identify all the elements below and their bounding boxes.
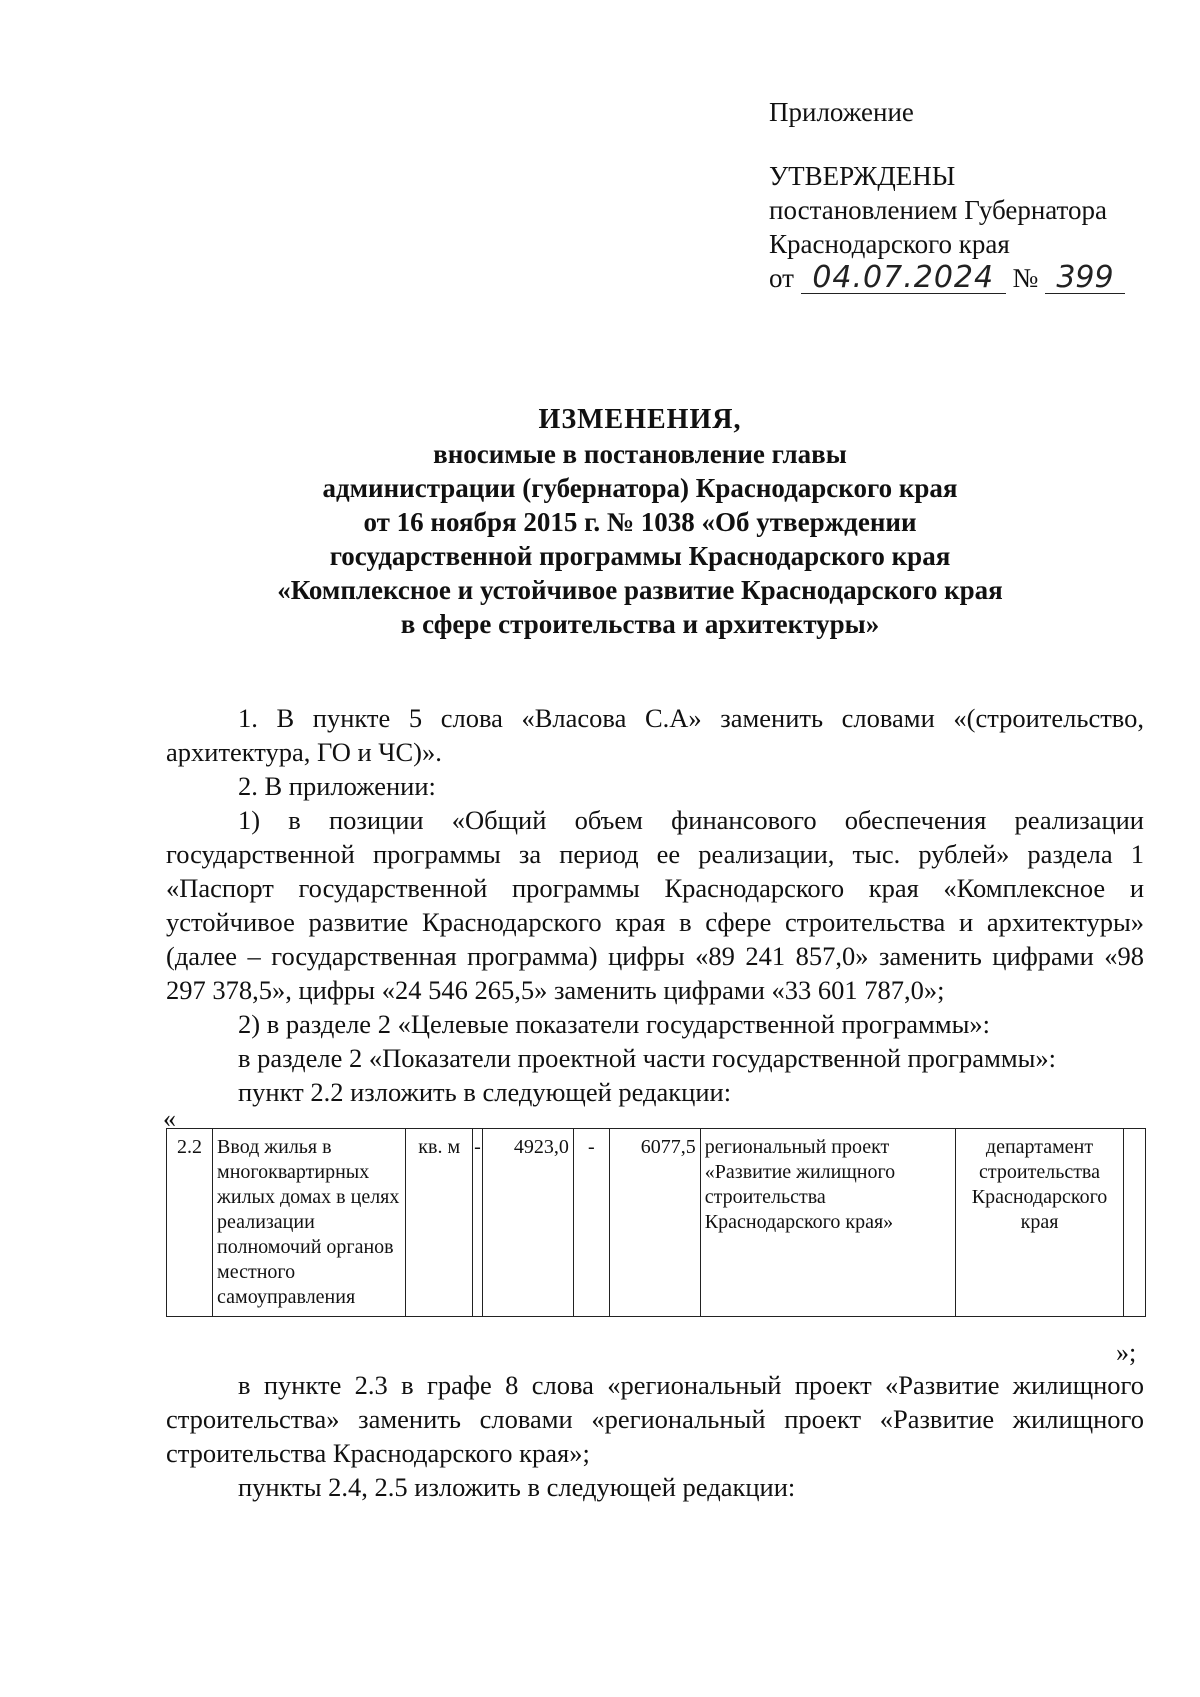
quote-open: « (163, 1104, 176, 1133)
paragraph-5: в разделе 2 «Показатели проектной части государственной программы»: (238, 1043, 1057, 1073)
title-line: «Комплексное и устойчивое развитие Краснодарского края (277, 575, 1003, 605)
date-number-line (769, 261, 1125, 295)
paragraph-6: пункт 2.2 изложить в следующей редакции: (238, 1077, 732, 1107)
cell-department: департамент строительства Краснодарского края (955, 1129, 1124, 1317)
title-line: вносимые в постановление главы (433, 439, 847, 469)
handwritten-number: 399 (1045, 263, 1125, 294)
number-label: № (1012, 263, 1039, 293)
body-text-top (166, 701, 1144, 1109)
paragraph-2: 2. В приложении: (238, 771, 436, 801)
approved-label: УТВЕРЖДЕНЫ (769, 161, 956, 191)
approval-stamp (769, 95, 1125, 295)
paragraph-4: 2) в разделе 2 «Целевые показатели государственной программы»: (238, 1009, 991, 1039)
indicator-table (166, 1128, 1146, 1317)
quote-close: »; (1116, 1338, 1137, 1367)
title-line: от 16 ноября 2015 г. № 1038 «Об утверждении (363, 507, 917, 537)
title-line: в сфере строительства и архитектуры» (400, 609, 880, 639)
appendix-label: Приложение (769, 97, 914, 127)
paragraph-7: в пункте 2.3 в графе 8 слова «региональный проект «Развитие жилищного строительства» заменить словами «региональный проект «Развитие жилищного строительства Краснодарского края»; (166, 1370, 1144, 1468)
handwritten-date: 04.07.2024 (801, 263, 1006, 294)
paragraph-8: пункты 2.4, 2.5 изложить в следующей редакции: (238, 1472, 796, 1502)
approved-by-line-2: Краснодарского края (769, 229, 1010, 259)
cell-value-1: 4923,0 (482, 1129, 573, 1317)
document-title (0, 403, 1200, 641)
cell-value-2: 6077,5 (609, 1129, 700, 1317)
cell-unit: кв. м (406, 1129, 473, 1317)
paragraph-1: 1. В пункте 5 слова «Власова С.А» заменить словами «(строительство, архитектура, ГО и ЧС)». (166, 703, 1144, 767)
cell-dash-1: - (472, 1129, 482, 1317)
title-line: государственной программы Краснодарского края (329, 541, 951, 571)
title-line: администрации (губернатора) Краснодарского края (322, 473, 958, 503)
cell-dash-2: - (573, 1129, 609, 1317)
body-text-bottom (166, 1368, 1144, 1504)
title-heading: ИЗМЕНЕНИЯ, (538, 404, 742, 435)
cell-indicator-name: Ввод жилья в многоквартирных жилых домах в целях реализации полномочий органов местного самоуправления (213, 1129, 406, 1317)
date-prefix: от (769, 263, 794, 293)
approved-by-line-1: постановлением Губернатора (769, 195, 1107, 225)
cell-regional-project: региональный проект «Развитие жилищного строительства Краснодарского края» (700, 1129, 955, 1317)
cell-number: 2.2 (167, 1129, 213, 1317)
paragraph-3: 1) в позиции «Общий объем финансового обеспечения реализации государственной программы за период ее реализации, тыс. рублей» раздела 1 «Паспорт государственной программы Краснодарского края «Комплексное и устойчивое развитие Краснодарского края в сфере строительства и архитектуры» (далее – государственная программа) цифры «89 241 857,0» заменить цифрами «98 297 378,5», цифры «24 546 265,5» заменить цифрами «33 601 787,0»; (166, 805, 1144, 1005)
table-row (167, 1129, 1146, 1317)
cell-empty (1124, 1129, 1146, 1317)
